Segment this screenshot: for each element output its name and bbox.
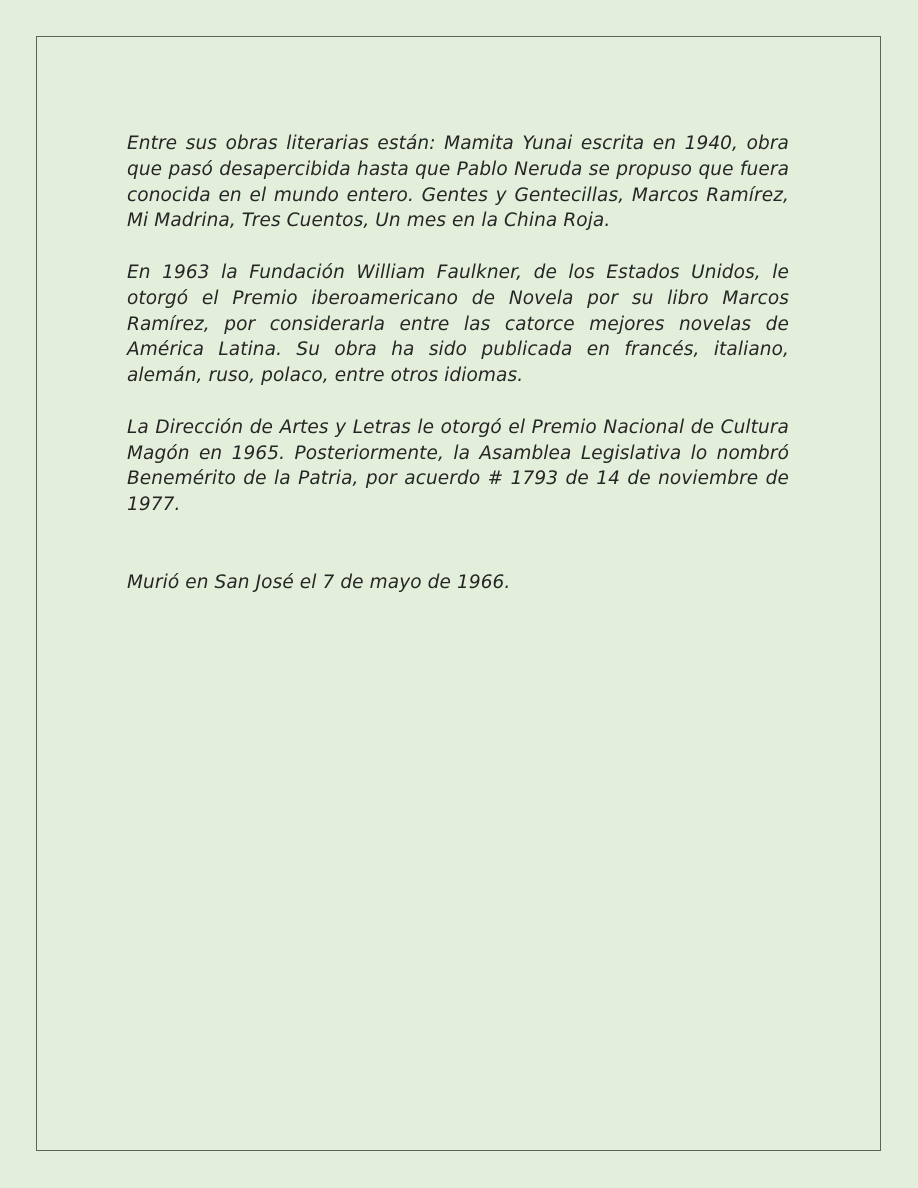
paragraph-death: Murió en San José el 7 de mayo de 1966. [127,571,511,593]
paragraph-national-award: La Dirección de Artes y Letras le otorgó el Premio Nacional de Cultura Magón en 1965. Posteriormente, la Asamblea Legislativa lo nombró Benemérito de la Patria, por acuerdo # 1793 de 14 de noviembre de 1977. [127,416,789,516]
paragraph-works: Entre sus obras literarias están: Mamita Yunai escrita en 1940, obra que pasó desapercibida hasta que Pablo Neruda se propuso que fuera conocida en el mundo entero. Gentes y Gentecillas, Marcos Ramírez, Mi Madrina, Tres Cuentos, Un mes en la China Roja. [127,133,789,232]
paragraph-faulkner-award: En 1963 la Fundación William Faulkner, de los Estados Unidos, le otorgó el Premio iberoamericano de Novela por su libro Marcos Ramírez, por considerarla entre las catorce mejores novelas de América Latina. Su obra ha sido publicada en francés, italiano, alemán, ruso, polaco, entre otros idiomas. [127,261,789,387]
document-body [127,131,789,595]
